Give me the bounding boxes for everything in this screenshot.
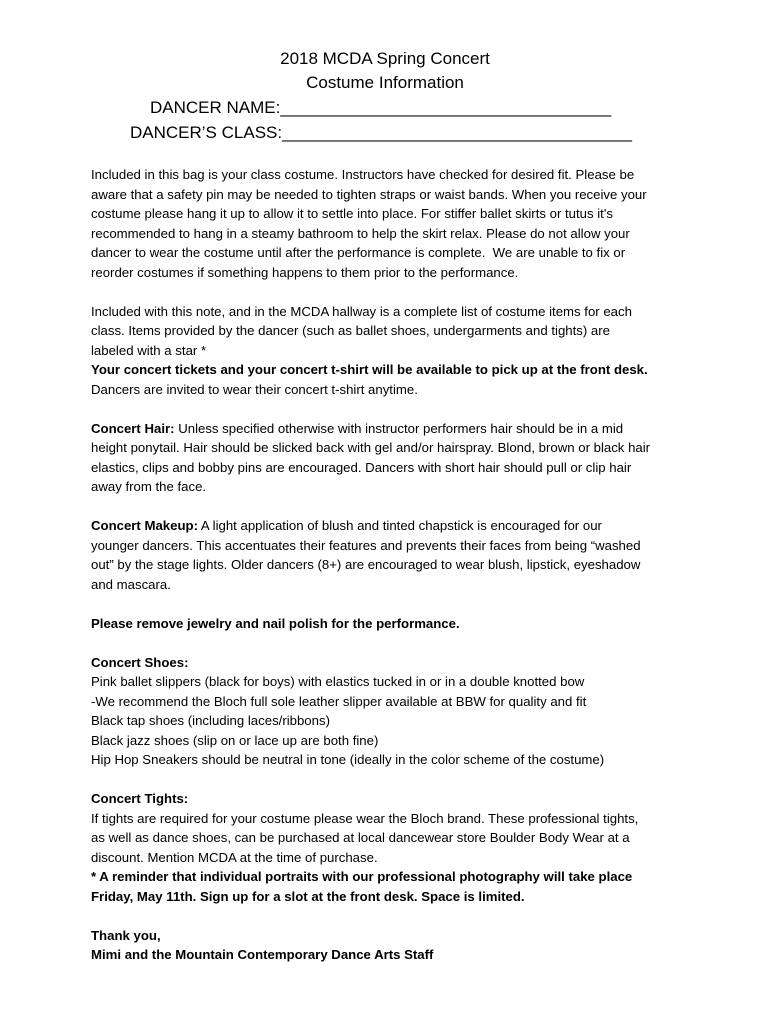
text-line: and mascara. (91, 576, 171, 592)
text-line: If tights are required for your costume please wear the Bloch brand. These professional tights, (91, 810, 639, 826)
text-line: away from the face. (91, 479, 207, 494)
text-line: costume please hang it up to allow it to settle into place. For stiffer ballet skirts or tutus it's (91, 206, 613, 221)
text-line: dancer to wear the costume until after the performance is complete. We are unable to fix or (91, 245, 626, 260)
dancer-class-field: DANCER’S CLASS:_____________________________________ (130, 123, 632, 142)
document-subtitle: Costume Information (306, 73, 464, 92)
hair-first-text: Unless specified otherwise with instructor performers hair should be in a mid (174, 420, 624, 436)
text-line: as well as dance shoes, can be purchased at local dancewear store Boulder Body Wear at a (91, 830, 630, 845)
closing-section (91, 926, 691, 965)
text-line: labeled with a star * (91, 342, 207, 358)
text-line: discount. Mention MCDA at the time of purchase. (91, 849, 378, 865)
makeup-first-text: A light application of blush and tinted chapstick is encouraged for our (197, 518, 602, 533)
tights-heading: Concert Tights: (91, 791, 189, 806)
makeup-first-line (91, 516, 691, 536)
closing-signature: Mimi and the Mountain Contemporary Dance Arts Staff (91, 947, 434, 962)
tights-section (91, 789, 691, 906)
document-body (91, 165, 691, 965)
tickets-notice: Your concert tickets and your concert t-shirt will be available to pick up at the front desk. (91, 362, 648, 377)
portrait-reminder: Friday, May 11th. Sign up for a slot at the front desk. Space is limited. (91, 888, 525, 904)
text-line: class. Items provided by the dancer (such as ballet shoes, undergarments and tights) are (91, 323, 610, 338)
text-line: Included in this bag is your class costume. Instructors have checked for desired fit. Please be (91, 167, 635, 182)
list-item: Pink ballet slippers (black for boys) with elastics tucked in or in a double knotted bow (91, 674, 585, 689)
hair-heading: Concert Hair: (91, 420, 175, 436)
costume-list-paragraph (91, 302, 691, 400)
list-item: Black jazz shoes (slip on or lace up are both fine) (91, 732, 379, 748)
tshirt-notice: Dancers are invited to wear their concert t-shirt anytime. (91, 381, 418, 397)
list-item: Hip Hop Sneakers should be neutral in tone (ideally in the color scheme of the costume) (91, 752, 605, 767)
text-line: out” by the stage lights. Older dancers (8+) are encouraged to wear blush, lipstick, eyeshadow (91, 557, 641, 572)
makeup-section (91, 516, 691, 594)
text-line: height ponytail. Hair should be slicked back with gel and/or hairspray. Blond, brown or black hair (91, 440, 651, 455)
portrait-reminder: * A reminder that individual portraits with our professional photography will take place (91, 869, 633, 884)
document-header (0, 47, 770, 95)
dancer-name-field: DANCER NAME:___________________________________ (150, 98, 612, 117)
text-line: reorder costumes if something happens to them prior to the performance. (91, 264, 519, 280)
document-title: 2018 MCDA Spring Concert (280, 49, 490, 68)
text-line: aware that a safety pin may be needed to tighten straps or waist bands. When you receive your (91, 186, 647, 202)
intro-paragraph (91, 165, 691, 282)
list-item: -We recommend the Bloch full sole leather slipper available at BBW for quality and fit (91, 693, 587, 709)
closing-thanks: Thank you, (91, 927, 161, 943)
shoes-section (91, 653, 691, 770)
jewelry-notice: Please remove jewelry and nail polish for the performance. (91, 615, 460, 631)
hair-first-line (91, 419, 691, 439)
shoes-heading: Concert Shoes: (91, 654, 189, 670)
text-line: Included with this note, and in the MCDA hallway is a complete list of costume items for each (91, 303, 632, 319)
text-line: recommended to hang in a steamy bathroom to help the skirt relax. Please do not allow your (91, 225, 630, 241)
makeup-heading: Concert Makeup: (91, 518, 198, 533)
list-item: Black tap shoes (including laces/ribbons) (91, 713, 330, 728)
jewelry-section (91, 614, 691, 634)
text-line: younger dancers. This accentuates their features and prevents their faces from being “washed (91, 537, 641, 553)
hair-section (91, 419, 691, 497)
text-line: elastics, clips and bobby pins are encouraged. Dancers with short hair should pull or clip hair (91, 459, 632, 475)
